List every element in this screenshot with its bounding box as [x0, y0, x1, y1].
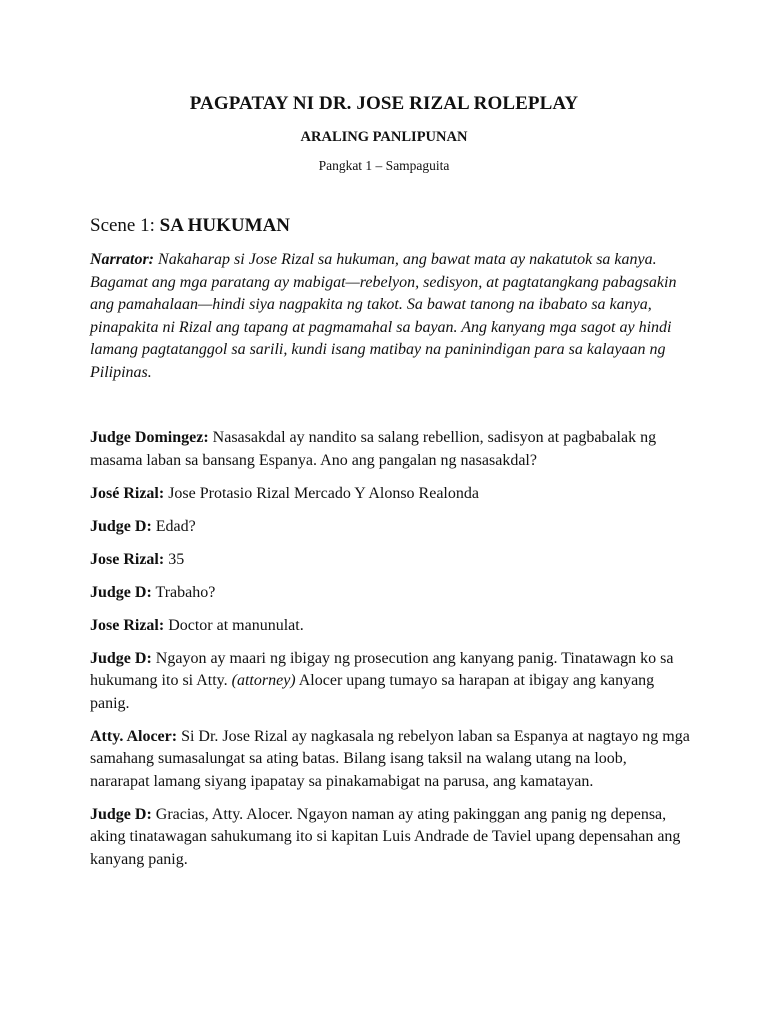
speaker-label: José Rizal:	[90, 484, 165, 502]
line-text-after: Alocer upang tumayo sa harapan at ibigay ang kanyang panig.	[90, 672, 655, 712]
scene-heading	[90, 215, 290, 237]
line-text: Gracias, Atty. Alocer. Ngayon naman ay ating pakinggan ang panig ng depensa, aking tinatawagan sahukumang ito si kapitan Luis Andrade de Taviel upang depensahan ang kanyang panig.	[90, 805, 681, 869]
scene-prefix: Scene 1:	[90, 215, 155, 236]
dialogue-line	[90, 549, 690, 572]
narration-text: Nakaharap si Jose Rizal sa hukuman, ang bawat mata ay nakatutok sa kanya. Bagamat ang mga paratang ay mabigat—rebelyon, sedisyon, at pagtatangkang pabagsakin ang pamahalaan—hindi siya nagpakita ng takot. Sa bawat tanong na ibabato sa kanya, pinapakita ni Rizal ang tapang at pagmamahal sa bayan. Ang kanyang mga sagot ay hindi lamang pagtatanggol sa sarili, kundi isang matibay na paninindigan para sa kalayaan ng Pilipinas.	[90, 251, 677, 381]
dialogue-line	[90, 516, 690, 539]
dialogue-line	[90, 427, 690, 472]
speaker-label: Judge Domingez:	[90, 429, 209, 446]
line-text: Trabaho?	[155, 583, 216, 601]
group-name: Pangkat 1 – Sampaguita	[318, 158, 450, 173]
line-text: Jose Protasio Rizal Mercado Y Alonso Realonda	[168, 484, 479, 502]
speaker-label: Jose Rizal:	[90, 616, 165, 634]
document-title: PAGPATAY NI DR. JOSE RIZAL ROLEPLAY	[189, 93, 579, 114]
line-italic-note: (attorney)	[231, 672, 296, 690]
line-text: Nasasakdal ay nandito sa salang rebellion, sadisyon at pagbabalak ng masama laban sa bansang Espanya. Ano ang pangalan ng nasasakdal?	[90, 429, 657, 469]
speaker-label: Judge D:	[90, 649, 152, 667]
line-text: 35	[168, 550, 185, 568]
scene-name: SA HUKUMAN	[159, 215, 291, 236]
line-text: Si Dr. Jose Rizal ay nagkasala ng rebelyon laban sa Espanya at nagtayo ng mga samahang sumasalungat sa ating batas. Bilang isang taksil na walang utang na loob, nararapat lamang siyang ipapatay sa pinakamabigat na parusa, ang kamatayan.	[90, 727, 690, 790]
line-text: Edad?	[155, 517, 196, 535]
speaker-label: Atty. Alocer:	[90, 727, 178, 745]
speaker-label: Judge D:	[90, 805, 152, 823]
dialogue-line	[90, 804, 690, 872]
dialogue-line	[90, 582, 690, 605]
document-subtitle: ARALING PANLIPUNAN	[300, 129, 468, 145]
narration-paragraph	[90, 249, 690, 385]
line-text: Ngayon ay maari ng ibigay ng prosecution ang kanyang panig. Tinatawagn ko sa hukumang ito si Atty.	[90, 649, 674, 690]
dialogue-line	[90, 726, 690, 794]
speaker-label: Judge D:	[90, 517, 152, 535]
narrator-label: Narrator:	[90, 251, 155, 268]
dialogue-line	[90, 615, 690, 638]
dialogue-line	[90, 483, 690, 506]
speaker-label: Judge D:	[90, 583, 152, 601]
dialogue	[90, 427, 690, 882]
dialogue-line	[90, 648, 690, 716]
speaker-label: Jose Rizal:	[90, 550, 165, 568]
line-text: Doctor at manunulat.	[168, 616, 304, 634]
